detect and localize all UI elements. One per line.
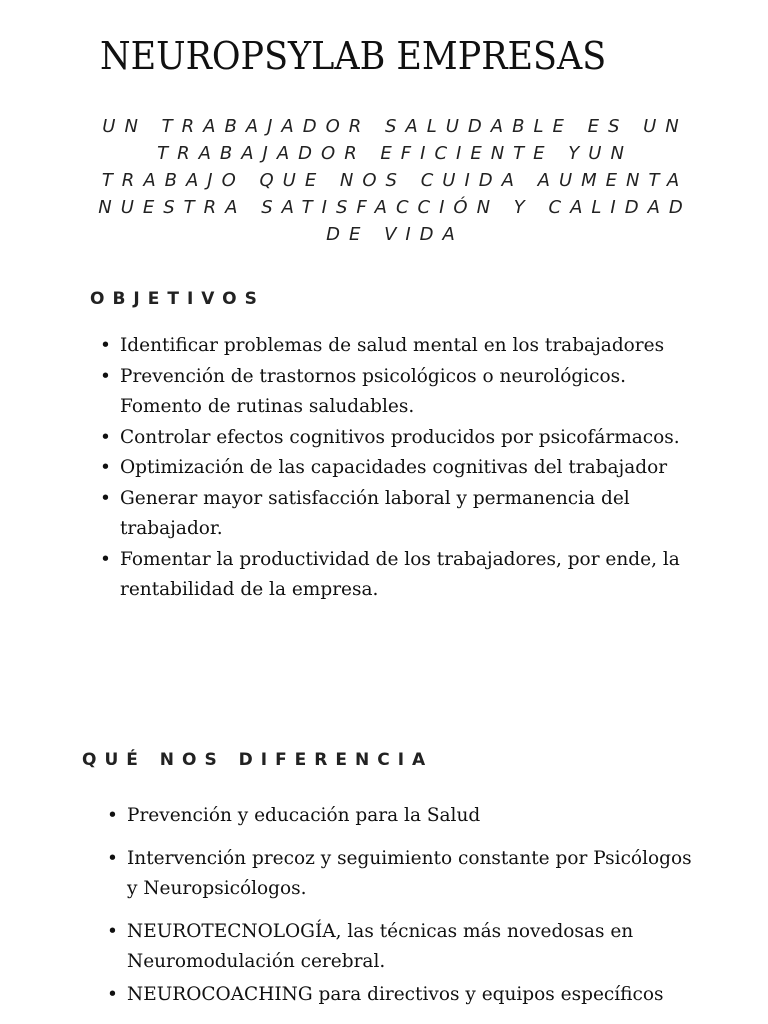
objetivo-item — [100, 545, 710, 606]
bullet-icon: • — [107, 805, 118, 826]
bullet-icon: • — [107, 920, 118, 942]
page-title: NEUROPSYLAB EMPRESAS — [100, 34, 607, 78]
bullet-icon: • — [107, 983, 118, 1005]
objetivo-text: Generar mayor satisfacción laboral y permanencia del trabajador. — [120, 487, 630, 539]
bullet-icon: • — [107, 847, 118, 869]
objetivo-item — [100, 484, 710, 545]
objetivo-text: Controlar efectos cognitivos producidos por psicofármacos. — [120, 426, 680, 448]
objetivo-text: Identificar problemas de salud mental en los trabajadores — [120, 335, 665, 356]
bullet-icon: • — [100, 426, 111, 448]
objetivo-text: Prevención de trastornos psicológicos o neurológicos. Fomento de rutinas saludables. — [120, 365, 626, 417]
diferencia-item — [107, 801, 707, 832]
diferencia-item — [107, 844, 707, 905]
diferencia-text: Prevención y educación para la Salud — [127, 805, 481, 826]
diferencia-item — [107, 980, 707, 1011]
diferencia-heading: QUÉ NOS DIFERENCIA — [82, 750, 434, 770]
diferencia-list — [107, 801, 707, 1022]
diferencia-item — [107, 917, 707, 978]
tagline: UN TRABAJADOR SALUDABLE ES UN TRABAJADOR EFICIENTE YUN TRABAJO QUE NOS CUIDA AUMENTA NUESTRA SATISFACCIÓN Y CALIDAD DE VIDA — [98, 116, 692, 245]
objetivo-item — [100, 423, 710, 454]
objetivo-item — [100, 331, 710, 362]
bullet-icon: • — [100, 365, 111, 387]
objetivos-list — [100, 331, 710, 606]
objetivo-item — [100, 453, 710, 484]
bullet-icon: • — [100, 548, 111, 570]
bullet-icon: • — [100, 487, 111, 509]
bullet-icon: • — [100, 457, 111, 478]
objetivo-text: Fomentar la productividad de los trabajadores, por ende, la rentabilidad de la empresa. — [120, 548, 680, 600]
objetivos-heading: OBJETIVOS — [90, 289, 265, 309]
diferencia-text: NEUROTECNOLOGÍA, las técnicas más novedosas en Neuromodulación cerebral. — [127, 920, 634, 972]
diferencia-text: Intervención precoz y seguimiento constante por Psicólogos y Neuropsicólogos. — [127, 847, 692, 899]
objetivo-item — [100, 362, 710, 423]
diferencia-text: NEUROCOACHING para directivos y equipos específicos — [127, 983, 664, 1005]
objetivo-text: Optimización de las capacidades cognitivas del trabajador — [120, 457, 668, 478]
bullet-icon: • — [100, 335, 111, 356]
